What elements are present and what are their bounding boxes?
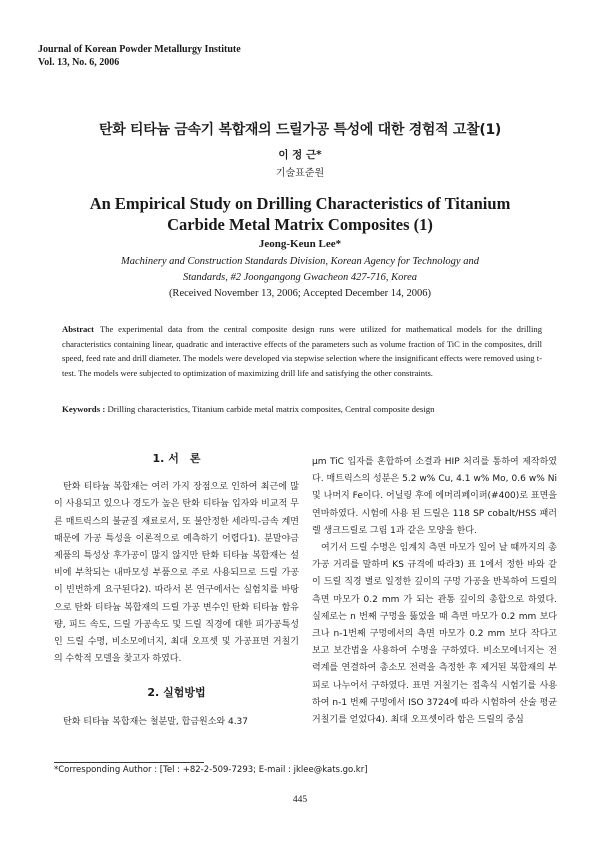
footnote-divider — [54, 762, 204, 763]
journal-header — [38, 43, 241, 69]
abstract — [62, 322, 542, 380]
english-affiliation — [60, 254, 540, 286]
korean-title: 탄화 티타늄 금속기 복합재의 드릴가공 특성에 대한 경험적 고찰(1) — [98, 122, 502, 138]
keywords — [62, 404, 552, 414]
korean-affiliation: 기술표준원 — [275, 168, 325, 179]
right-paragraph-2: 여기서 드릴 수명은 임계치 측면 마모가 일어 날 때까지의 총 가공 거리를 말하며 KS 규격에 따라3) 표 1에서 정한 바와 같이 드릴 직경 별로 일정한 깊이의 구멍 가공을 반복하여 드릴의 측면 마모가 0.2 mm 가 되는 관통 깊이의 총합으로 하였다. 실제로는 n 번째 구멍을 뚫었을 때 측면 마모가 0.2 mm 보다 크나 n-1번째 구멍에서의 측면 마모가 0.2 mm 보다 작다고 보고 보간법을 사용하여 수명을 구하였다. 비소모에너지는 전력계를 연결하여 총소모 전력을 측정한 후 제거된 복합재의 부피로 나누어서 구하였다. 표면 거칠기는 접촉식 시험기를 사용하여 n-1 번째 구멍에서 ISO 3724에 따라 시험하여 산술 평균 거칠기를 얻었다4). 최대 오프셋이라 함은 드릴의 중심 — [312, 543, 557, 726]
abstract-text: The experimental data from the central composite design runs were utilized for mathematical models for the drilling characteristics containing linear, quadratic and interactive effects of the parameters such as volume fraction of TiC in the composites, drill speed, feed rate and drill diameter. The models were developed via stepwise selection where the insignificant effects were removed using t-test. The models were subjected to optimization of maximizing drill life and satisfying the other constraints. — [62, 324, 542, 378]
keywords-text: Drilling characteristics, Titanium carbide metal matrix composites, Central composite design — [107, 404, 435, 414]
keywords-label: Keywords : — [62, 404, 106, 414]
corresponding-author-footnote: *Corresponding Author : [Tel : +82-2-509-7293; E-mail : jklee@kats.go.kr] — [54, 765, 368, 775]
right-column — [312, 454, 557, 729]
journal-name: Journal of Korean Powder Metallurgy Institute — [38, 44, 241, 55]
received-dates: (Received November 13, 2006; Accepted December 14, 2006) — [168, 288, 432, 299]
abstract-label: Abstract — [62, 324, 94, 334]
korean-author: 이 정 근* — [278, 149, 322, 161]
left-column — [54, 440, 299, 731]
english-title-line2: Carbide Metal Matrix Composites (1) — [167, 215, 433, 234]
method-paragraph: 탄화 티타늄 복합재는 철분말, 합금원소와 4.37 — [63, 716, 249, 727]
right-paragraph-1: μm TiC 입자를 혼합하여 소결과 HIP 처리를 통하여 제작하였다. 매트릭스의 성분은 5.2 w% Cu, 4.1 w% Mo, 0.6 w% Ni 및 나머지 Fe이다. 어닐링 후에 에머리페이퍼(#400)로 표면을 연마하였다. 시험에 사용 된 드릴은 118 SP cobalt/HSS 패러렐 생크드릴로 그림 1과 같은 모양을 한다. — [312, 457, 557, 536]
english-author: Jeong-Keun Lee* — [258, 238, 342, 250]
english-title-line1: An Empirical Study on Drilling Characteristics of Titanium — [89, 194, 511, 213]
journal-volume: Vol. 13, No. 6, 2006 — [38, 57, 120, 68]
english-title — [0, 193, 600, 235]
affiliation-line2: Standards, #2 Joongangong Gwacheon 427-716, Korea — [183, 272, 417, 283]
intro-paragraph: 탄화 티타늄 복합재는 여러 가지 장점으로 인하여 최근에 많이 사용되고 있으나 경도가 높은 탄화 티타늄 입자와 비교적 무른 매트릭스의 불균질 재료로서, 또 불안정한 세라믹-금속 계면 때문에 가공 특성을 이론적으로 예측하기 어렵다1). 분말야금 제품의 특성상 후가공이 많지 않지만 탄화 티타늄 복합재는 설비에 부착되는 내마모성 부품으로 주로 사용되므로 드릴 가공이 빈번하게 요구된다2). 따라서 본 연구에서는 실험치를 바탕으로 탄화 티타늄 복합재의 드릴 가공 변수인 탄화 티타늄 함유량, 피드 속도, 드릴 가공속도 및 드릴 직경에 대한 피가공특성인 드릴 수명, 비소모에너지, 최대 오프셋 및 가공표면 거칠기의 수학적 모델을 찾고자 하였다. — [54, 482, 299, 665]
intro-heading: 1. 서 론 — [152, 452, 201, 465]
page-number: 445 — [292, 795, 308, 805]
affiliation-line1: Machinery and Construction Standards Division, Korean Agency for Technology and — [121, 256, 479, 267]
method-heading: 2. 실험방법 — [147, 686, 206, 700]
